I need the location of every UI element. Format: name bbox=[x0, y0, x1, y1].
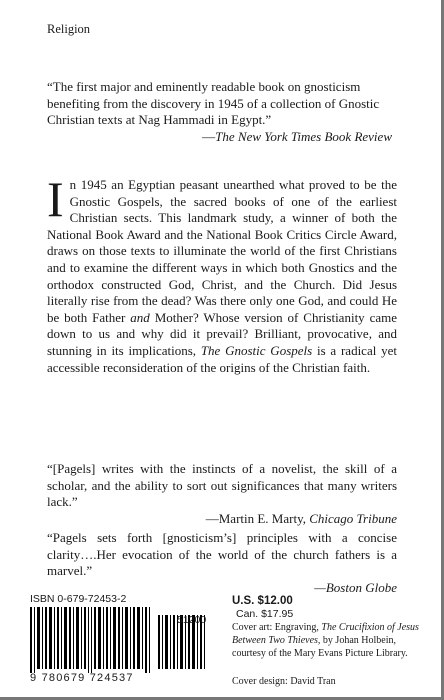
drop-cap: I bbox=[47, 171, 64, 227]
barcode-block bbox=[30, 593, 212, 685]
price-block bbox=[232, 595, 432, 620]
barcode-addon: 51200 bbox=[177, 614, 207, 626]
quote-text: “The first major and eminently readable book on gnosticism benefiting from the discovery in 1945 of a collection of Gnostic Christian texts at Nag Hammadi in Egypt.” bbox=[47, 79, 380, 127]
quote-text: “Pagels sets forth [gnosticism’s] principles with a concise clarity….Her evocation of the world of the church fathers is a marvel.” bbox=[47, 530, 397, 578]
isbn-text: ISBN 0-679-72453-2 bbox=[30, 593, 127, 605]
book-description: In 1945 an Egyptian peasant unearthed what proved to be the Gnostic Gospels, the sacred books of one of the earliest Christian sects. This landmark study, a winner of both the National Book Award and the National Book Critics Circle Award, draws on those texts to illuminate the world of the first Christians and to examine the different ways in which both Gnostics and the orthodox constructed God, Christ, and the Church. Did Jesus literally rise from the dead? Was there only one God, and could He be both Father and Mother? Whose version of Christianity came down to us and why did it prevail? Brilliant, provocative, and stunning in its implications, The Gnostic Gospels is a radical yet accessible reconsideration of the origins of the Christian faith. bbox=[47, 171, 397, 375]
category-label: Religion bbox=[47, 22, 91, 36]
review-quote-globe bbox=[47, 530, 397, 596]
price-can: Can. $17.95 bbox=[236, 608, 294, 620]
quote-attribution: —Boston Globe bbox=[314, 579, 397, 595]
quote-attribution: —Martin E. Marty, Chicago Tribune bbox=[205, 510, 397, 526]
quote-text: “[Pagels] writes with the instincts of a novelist, the skill of a scholar, and the ability to sort out significances that many writers lack.” bbox=[47, 461, 397, 509]
review-quote-nytimes bbox=[47, 79, 392, 145]
review-quote-marty bbox=[47, 461, 397, 527]
price-us: U.S. $12.00 bbox=[232, 595, 293, 607]
cover-art-credit: Cover art: Engraving, The Crucifixion of Jesus Between Two Thieves, by Johan Holbein, courtesy of the Mary Evans Picture Library. bbox=[232, 622, 419, 659]
book-title: The Gnostic Gospels bbox=[200, 342, 313, 358]
cover-design-credit: Cover design: David Tran bbox=[232, 676, 336, 687]
quote-attribution: —The New York Times Book Review bbox=[202, 128, 392, 144]
ean-number: 9 780679 724537 bbox=[30, 672, 134, 684]
